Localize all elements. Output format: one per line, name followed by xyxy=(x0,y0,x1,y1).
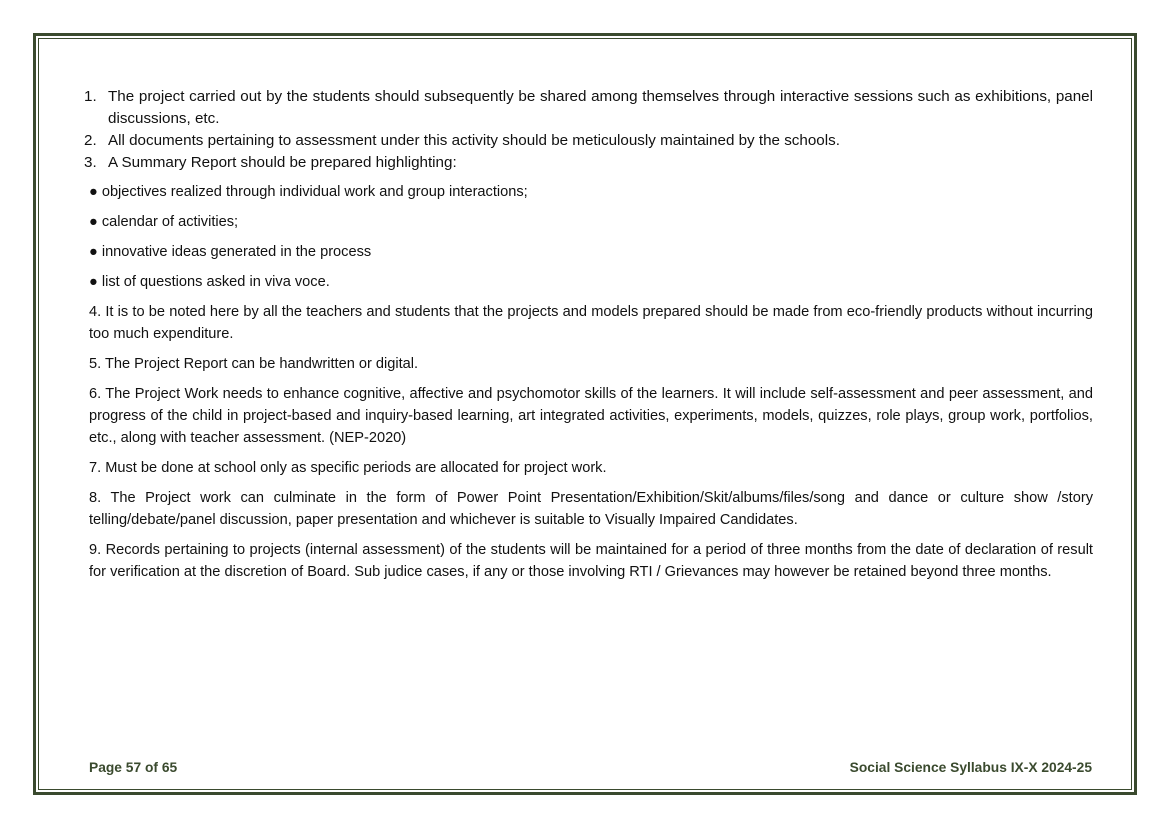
bullet-text: list of questions asked in viva voce. xyxy=(101,274,330,290)
document-body xyxy=(82,86,1093,583)
list-item xyxy=(82,152,1093,174)
list-item xyxy=(82,86,1093,130)
bullet-icon: ● xyxy=(89,184,98,200)
paragraph-7: 7. Must be done at school only as specific periods are allocated for project work. xyxy=(89,460,607,476)
bullet-icon: ● xyxy=(89,214,98,230)
page-number: Page 57 of 65 xyxy=(89,760,178,775)
paragraph-9: 9. Records pertaining to projects (internal assessment) of the students will be maintained for a period of three months from the date of declaration of result for verification at the discretion of Board. Sub judice cases, if any or those involving RTI / Grievances may however be retained beyond three months. xyxy=(89,542,1093,580)
item-number: 2. xyxy=(84,132,97,149)
item-text: All documents pertaining to assessment under this activity should be meticulously maintained by the schools. xyxy=(108,132,840,149)
bullet-text: calendar of activities; xyxy=(101,214,239,230)
numbered-list xyxy=(82,86,1093,174)
bullet-text: objectives realized through individual work and group interactions; xyxy=(101,184,528,200)
list-item xyxy=(82,130,1093,152)
bullet-item xyxy=(89,271,1093,293)
bullet-item xyxy=(89,241,1093,263)
paragraph-5: 5. The Project Report can be handwritten or digital. xyxy=(89,356,419,372)
paragraph-6: 6. The Project Work needs to enhance cognitive, affective and psychomotor skills of the learners. It will include self-assessment and peer assessment, and progress of the child in project-based and inquiry-based learning, art integrated activities, experiments, models, quizzes, role plays, group work, portfolios, etc., along with teacher assessment. (NEP-2020) xyxy=(89,386,1093,446)
item-text: A Summary Report should be prepared highlighting: xyxy=(108,154,457,171)
item-text: The project carried out by the students should subsequently be shared among themselves through interactive sessions such as exhibitions, panel discussions, etc. xyxy=(108,88,1093,127)
paragraph-8: 8. The Project work can culminate in the form of Power Point Presentation/Exhibition/Skit/albums/files/song and dance or culture show /story telling/debate/panel discussion, paper presentation and whichever is suitable to Visually Impaired Candidates. xyxy=(89,490,1093,528)
item-number: 3. xyxy=(84,154,97,171)
item-number: 1. xyxy=(84,88,97,105)
bullet-text: innovative ideas generated in the process xyxy=(101,244,372,260)
bullet-list xyxy=(89,181,1093,293)
paragraph-4: 4. It is to be noted here by all the teachers and students that the projects and models prepared should be made from eco-friendly products without incurring too much expenditure. xyxy=(89,304,1093,342)
bullet-icon: ● xyxy=(89,274,98,290)
bullet-item xyxy=(89,181,1093,203)
bullet-item xyxy=(89,211,1093,233)
document-title: Social Science Syllabus IX-X 2024-25 xyxy=(849,760,1092,775)
bullet-icon: ● xyxy=(89,244,98,260)
